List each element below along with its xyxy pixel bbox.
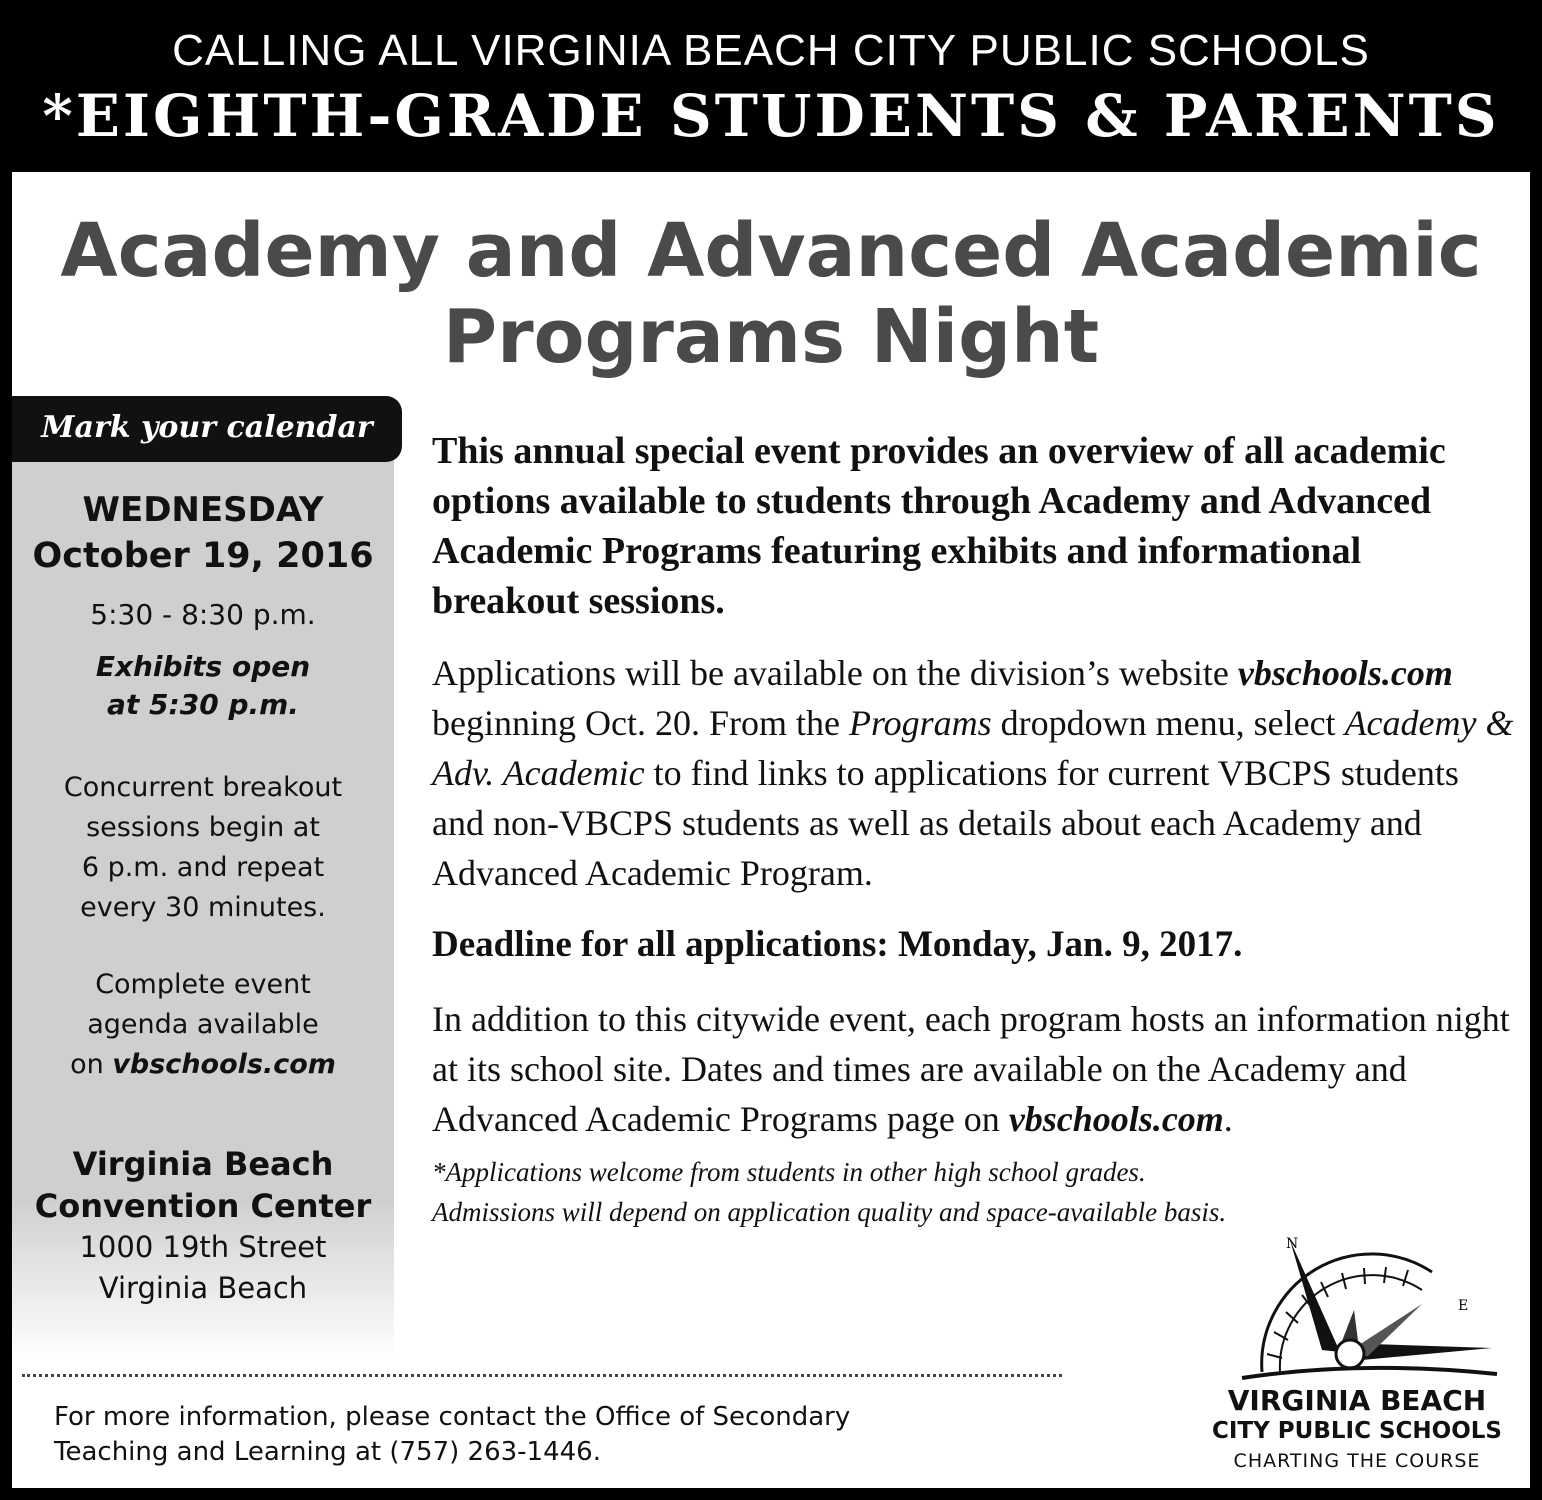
- agenda-note: [12, 965, 394, 1085]
- event-date: October 19, 2016: [32, 536, 374, 576]
- logo-tagline: CHARTING THE COURSE: [1233, 1450, 1481, 1472]
- mark-calendar-tab: Mark your calendar: [12, 396, 402, 462]
- event-day: WEDNESDAY: [82, 490, 324, 530]
- exhibits-note: [12, 648, 394, 724]
- apps-text: to find links to applications for current VBCPS students and non-VBCPS students as well as details about each Academy and Advanced Academic Program.: [432, 753, 1459, 893]
- apps-text: dropdown menu, select: [991, 703, 1345, 743]
- contact-line-1: For more information, please contact the Office of Secondary: [54, 1402, 851, 1432]
- addition-paragraph: [432, 994, 1517, 1144]
- contact-info: [54, 1400, 1014, 1470]
- breakout-line: sessions begin at: [86, 812, 320, 843]
- addition-text: In addition to this citywide event, each program hosts an information night at its school site. Dates and times are available on the Academy and Advanced Academic Programs page on: [432, 999, 1510, 1139]
- address-line-2: Virginia Beach: [98, 1271, 308, 1305]
- compass-north-label: N: [1286, 1236, 1299, 1252]
- breakout-line: every 30 minutes.: [80, 892, 326, 923]
- addition-website-link[interactable]: vbschools.com: [1008, 1099, 1224, 1139]
- apps-website-link[interactable]: vbschools.com: [1237, 653, 1453, 693]
- breakout-line: 6 p.m. and repeat: [81, 852, 325, 883]
- event-sidebar: [12, 460, 394, 1360]
- footnote-line-2: Admissions will depend on application quality and space-available basis.: [432, 1197, 1227, 1227]
- compass-icon: [1222, 1232, 1502, 1382]
- title-line-1: Academy and Advanced Academic: [60, 208, 1482, 294]
- exhibits-line-1: Exhibits open: [95, 650, 311, 683]
- academy-menu-item: Academy & Adv. Academic: [432, 703, 1514, 793]
- footnote-line-1: *Applications welcome from students in other high school grades.: [432, 1157, 1146, 1187]
- footnote: [432, 1152, 1517, 1232]
- addition-text: .: [1223, 1099, 1233, 1139]
- breakout-note: [12, 768, 394, 928]
- page-title: [12, 208, 1530, 380]
- venue-line-1: Virginia Beach: [72, 1145, 334, 1183]
- event-time: 5:30 - 8:30 p.m.: [90, 598, 316, 631]
- breakout-line: Concurrent breakout: [63, 772, 343, 803]
- exhibits-line-2: at 5:30 p.m.: [107, 688, 299, 721]
- agenda-line-3: [12, 1045, 394, 1085]
- venue-name: [12, 1143, 394, 1227]
- logo-line-2: CITY PUBLIC SCHOOLS: [1212, 1418, 1502, 1444]
- header-line-audience: *EIGHTH-GRADE STUDENTS & PARENTS: [42, 82, 1500, 150]
- apps-text: beginning Oct. 20. From the: [432, 703, 849, 743]
- header-banner: [0, 0, 1542, 172]
- intro-paragraph: This annual special event provides an overview of all academic options available to students through Academy and Advanced Academic Programs featuring exhibits and informational breakout sessions.: [432, 430, 1446, 622]
- logo-line-1: VIRGINIA BEACH: [1227, 1384, 1487, 1417]
- agenda-prefix: on: [70, 1049, 113, 1080]
- venue-line-2: Convention Center: [34, 1187, 372, 1225]
- contact-line-2: Teaching and Learning at (757) 263-1446.: [54, 1437, 601, 1467]
- main-content: [432, 426, 1517, 1232]
- flyer-panel: [12, 172, 1530, 1488]
- compass-east-label: E: [1458, 1298, 1469, 1314]
- header-line-calling: CALLING ALL VIRGINIA BEACH CITY PUBLIC SCHOOLS: [172, 26, 1370, 75]
- deadline-paragraph: Deadline for all applications: Monday, Jan. 9, 2017.: [432, 924, 1243, 965]
- dotted-divider: [22, 1374, 1062, 1377]
- applications-paragraph: [432, 648, 1517, 898]
- agenda-line-2: agenda available: [87, 1009, 319, 1040]
- vbcps-logo: [1202, 1232, 1512, 1482]
- programs-menu-name: Programs: [848, 703, 992, 743]
- title-line-2: Programs Night: [442, 294, 1100, 380]
- agenda-website-link[interactable]: vbschools.com: [112, 1049, 336, 1080]
- address-line-1: 1000 19th Street: [79, 1230, 327, 1264]
- agenda-line-1: Complete event: [95, 969, 311, 1000]
- venue-address: [12, 1227, 394, 1309]
- apps-text: Applications will be available on the division’s website: [432, 653, 1238, 693]
